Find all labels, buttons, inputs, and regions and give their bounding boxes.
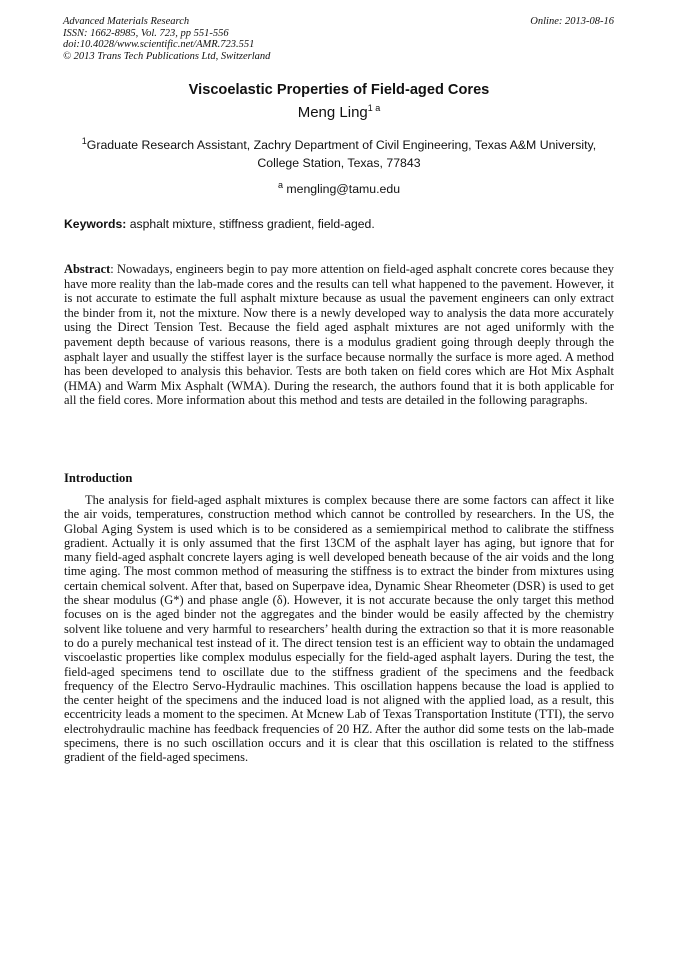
author-email [0,181,678,198]
journal-issn: ISSN: 1662-8985, Vol. 723, pp 551-556 [63,27,229,39]
keywords-text: asphalt mixture, stiffness gradient, field-aged. [129,217,375,231]
author-name: Meng Ling [297,104,368,121]
author-affiliation [72,137,606,172]
email-superscript: a [277,179,283,190]
introduction-heading: Introduction [64,471,133,485]
author-line [0,103,678,122]
online-date: Online: 2013-08-16 [530,16,614,27]
affiliation-superscript: 1 [81,135,87,146]
journal-copyright: © 2013 Trans Tech Publications Ltd, Switzerland [63,50,271,62]
abstract-text: : Nowadays, engineers begin to pay more attention on field-aged asphalt concrete cores because they have more reality than the lab-made cores and the results can tell what happened to the pavement. However, it is not accurate to estimate the full asphalt mixture because as usual the pavement engineers can only extract the binder from it, not the mixture. Now there is a newly developed way to analysis the data more accurately using the Direct Tension Test. Because the field aged asphalt mixtures are not aged uniformly with the pavement depth because of various reasons, there is a modulus gradient going through deeply through the asphalt layer and usually the stiffest layer is the surface because normally the surface is more aged. A method has been developed to analysis this behavior. Tests are both taken on field cores which are Hot Mix Asphalt (HMA) and Warm Mix Asphalt (WMA). During the research, the authors found that it is both applicable for all the field cores. More information about this method and tests are detailed in the following paragraphs. [64,262,614,408]
author-superscript: 1 a [367,103,381,113]
affiliation-text: Graduate Research Assistant, Zachry Department of Civil Engineering, Texas A&M University, College Station, Texas, 77843 [86,138,597,170]
abstract [64,262,614,408]
email-address[interactable]: mengling@tamu.edu [286,182,401,196]
journal-name: Advanced Materials Research [63,16,190,27]
introduction-paragraph: The analysis for field-aged asphalt mixtures is complex because there are some factors can affect it like the air voids, temperatures, construction method which cannot be controlled by researchers. In the US, the Global Aging System is used which is to be considered as a semiempirical method to calibrate the stiffness gradient. Actually it is only assumed that the first 13CM of the asphalt layer has aging, but ignore that for many field-aged asphalt concrete layers aging is well developed beneath because of the air voids and the long time aging. The most common method of measuring the stiffness is to extract the binder from mixtures using certain chemical solvent. After that, based on Superpave idea, Dynamic Shear Rheometer (DSR) is used to get the shear modulus (G*) and phase angle (δ). However, it is not accurate because the only target this method focuses on is the aged binder not the aggregates and the binder would be easily affected by the chemistry solvent like toluene and very harmful to researchers’ health during the extraction so that it is more reasonable to do a purely mechanical test instead of it. The direct tension test is an efficient way to obtain the undamaged viscoelastic properties like complex modulus especially for the field-aged asphalt layers. During the test, the field-aged specimens tend to oscillate due to the stiffness gradient of the specimens and the feedback frequency of the Electro Servo-Hydraulic machines. This oscillation happens because the load is applied to the center height of the specimens and the induced load is not aligned with the applied load, as a result, this eccentricity leads a moment to the specimen. At Mcnew Lab of Texas Transportation Institute (TTI), the servo electrohydraulic machine has feedback frequencies of 20 HZ. After the author did some tests on the lab-made specimens, there is no such oscillation occurs and it is clear that this oscillation is related to the stiffness gradient of the field-aged specimens. [64,493,614,765]
abstract-label: Abstract [64,262,111,276]
paper-title: Viscoelastic Properties of Field-aged Cores [188,82,490,98]
journal-doi[interactable]: doi:10.4028/www.scientific.net/AMR.723.551 [63,39,255,51]
journal-header [63,16,423,62]
keywords [64,216,614,232]
keywords-label: Keywords: [64,217,127,231]
